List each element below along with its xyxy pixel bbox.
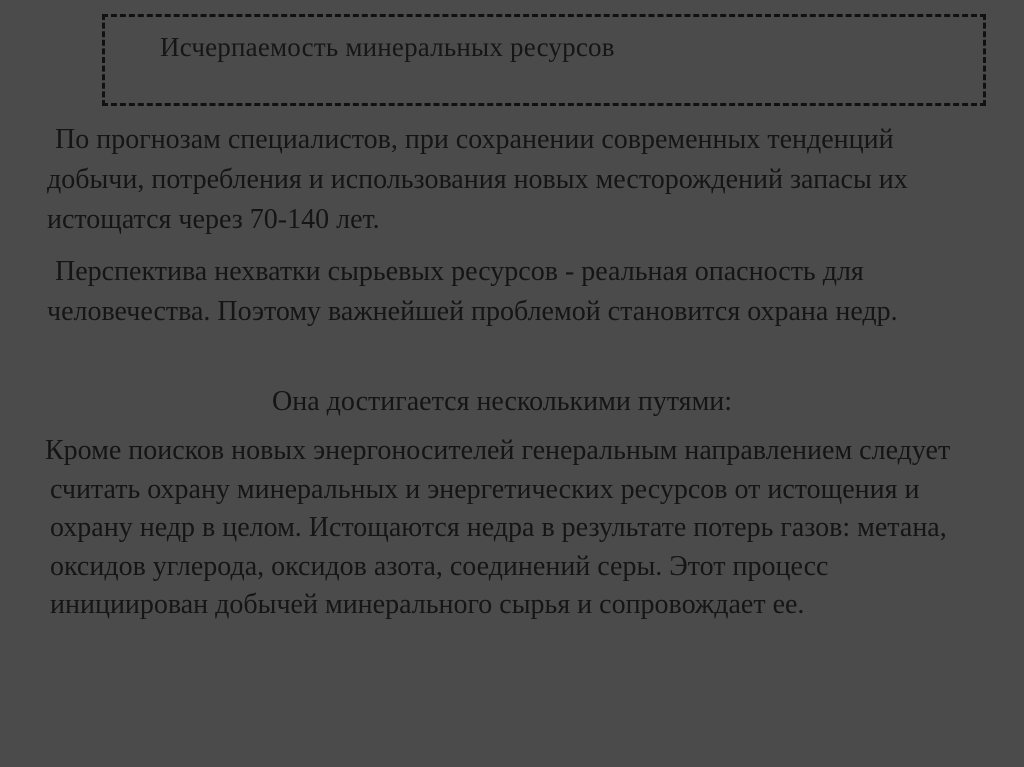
paragraph-ways-intro: Она достигается несколькими путями: — [272, 386, 733, 417]
paragraph-forecast: По прогнозам специалистов, при сохранении современных тенденций добычи, потребления и использования новых месторождений запасы их истощатся через 70-140 лет. — [47, 124, 908, 235]
paragraph-shortage: Перспектива нехватки сырьевых ресурсов - реальная опасность для человечества. Поэтому важнейшей проблемой становится охрана недр. — [47, 256, 898, 327]
paragraph-protection: Кроме поисков новых энергоносителей генеральным направлением следует считать охрану минеральных и энергетических ресурсов от истощения и охрану недр в целом. Истощаются недра в результате потерь газов: метана, оксидов углерода, оксидов азота, соединений серы. Этот процесс инициирован добычей минерального сырья и сопровождает ее. — [45, 435, 951, 620]
slide-title: Исчерпаемость минеральных ресурсов — [160, 32, 615, 62]
